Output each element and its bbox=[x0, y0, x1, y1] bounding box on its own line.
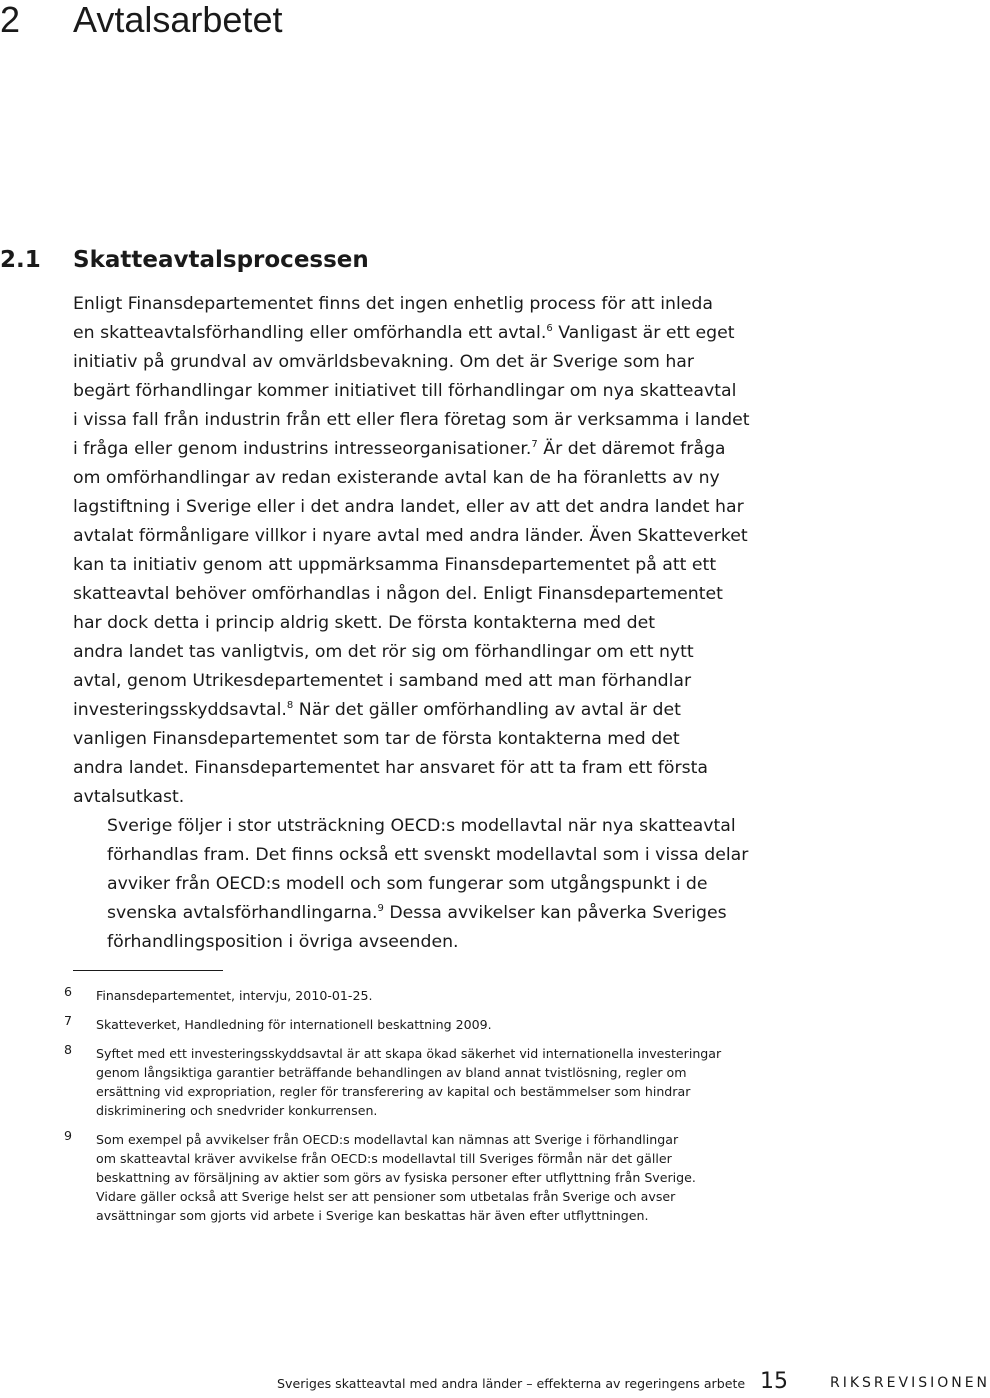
footnote-ref-7: 7 bbox=[531, 439, 538, 451]
text-line: har dock detta i princip aldrig skett. De första kontakterna med det bbox=[73, 613, 656, 633]
text-line: initiativ på grundval av omvärldsbevakning. Om det är Sverige som har bbox=[73, 352, 695, 372]
footnote-7 bbox=[64, 1015, 784, 1034]
text-line: andra landet tas vanligtvis, om det rör sig om förhandlingar om ett nytt bbox=[73, 642, 694, 662]
text-line: kan ta initiativ genom att uppmärksamma Finansdepartementet på att ett bbox=[73, 555, 717, 575]
footnote-ref-9: 9 bbox=[377, 903, 384, 915]
footnote-line: diskriminering och snedvrider konkurrensen. bbox=[96, 1103, 378, 1118]
text-line: vanligen Finansdepartementet som tar de första kontakterna med det bbox=[73, 729, 680, 749]
text-line: avviker från OECD:s modell och som fungerar som utgångspunkt i de bbox=[107, 874, 708, 894]
footnote-line: Finansdepartementet, intervju, 2010-01-25. bbox=[96, 988, 373, 1003]
footnote-number: 6 bbox=[64, 984, 73, 999]
paragraph-1 bbox=[73, 290, 793, 812]
section-heading bbox=[0, 245, 369, 275]
text-line: Enligt Finansdepartementet finns det ingen enhetlig process för att inleda bbox=[73, 294, 713, 314]
footnote-6 bbox=[64, 986, 784, 1005]
footnote-ref-8: 8 bbox=[286, 700, 294, 712]
footnote-number: 7 bbox=[64, 1013, 73, 1028]
text-line: andra landet. Finansdepartementet har ansvaret för att ta fram ett första bbox=[73, 758, 708, 778]
text-line: i fråga eller genom industrins intresseorganisationer.$^7$ Är det däremot fråga bbox=[73, 439, 726, 459]
footnote-ref-6: 6 bbox=[546, 323, 553, 335]
text-line: förhandlas fram. Det finns också ett svenskt modellavtal som i vissa delar bbox=[107, 845, 749, 865]
footnotes bbox=[64, 986, 784, 1225]
brand-name: RIKSREVISIONEN bbox=[830, 1375, 990, 1391]
text-line: skatteavtal behöver omförhandlas i någon del. Enligt Finansdepartementet bbox=[73, 584, 723, 604]
text-line: svenska avtalsförhandlingarna.$^9$ Dessa avvikelser kan påverka Sveriges bbox=[107, 903, 727, 923]
text-line: förhandlingsposition i övriga avseenden. bbox=[107, 932, 459, 952]
text-line: en skatteavtalsförhandling eller omförhandla ett avtal.$^6$ Vanligast är ett eget bbox=[73, 323, 735, 343]
footnote-line: Syftet med ett investeringsskyddsavtal är att skapa ökad säkerhet vid internationella investeringar bbox=[96, 1046, 722, 1061]
footnote-line: ersättning vid expropriation, regler för transferering av kapital och bestämmelser som hindrar bbox=[96, 1084, 691, 1099]
footnote-line: Vidare gäller också att Sverige helst ser att pensioner som utbetalas från Sverige och avser bbox=[96, 1189, 676, 1204]
text-line: Sverige följer i stor utsträckning OECD:s modellavtal när nya skatteavtal bbox=[107, 816, 736, 836]
page-number: 15 bbox=[760, 1369, 788, 1394]
running-title: Sveriges skatteavtal med andra länder – effekterna av regeringens arbete bbox=[277, 1376, 746, 1391]
paragraph-2 bbox=[73, 812, 793, 957]
text-line: avtal, genom Utrikesdepartementet i samband med att man förhandlar bbox=[73, 671, 692, 691]
footnote-line: Skatteverket, Handledning för internationell beskattning 2009. bbox=[96, 1017, 492, 1032]
footnote-number: 9 bbox=[64, 1128, 73, 1143]
footnote-line: avsättningar som gjorts vid arbete i Sverige kan beskattas här även efter utflyttningen. bbox=[96, 1208, 649, 1223]
text-line: om omförhandlingar av redan existerande avtal kan de ha föranletts av ny bbox=[73, 468, 720, 488]
chapter-title-text: Avtalsarbetet bbox=[73, 0, 283, 40]
text-line: investeringsskyddsavtal.$^8$ När det gäller omförhandling av avtal är det bbox=[73, 700, 681, 720]
chapter-title bbox=[0, 0, 282, 40]
text-line: lagstiftning i Sverige eller i det andra landet, eller av att det andra landet har bbox=[73, 497, 744, 517]
body-text bbox=[73, 290, 793, 957]
footnote-divider bbox=[73, 970, 223, 971]
text-line: begärt förhandlingar kommer initiativet till förhandlingar om nya skatteavtal bbox=[73, 381, 737, 401]
text-line: i vissa fall från industrin från ett eller flera företag som är verksamma i landet bbox=[73, 410, 750, 430]
footnote-number: 8 bbox=[64, 1042, 73, 1057]
page-footer bbox=[0, 1369, 990, 1398]
chapter-number: 2 bbox=[0, 0, 21, 40]
footnote-line: Som exempel på avvikelser från OECD:s modellavtal kan nämnas att Sverige i förhandlingar bbox=[96, 1132, 679, 1147]
section-title-text: Skatteavtalsprocessen bbox=[73, 247, 369, 273]
text-line: avtalat förmånligare villkor i nyare avtal med andra länder. Även Skatteverket bbox=[73, 526, 748, 546]
footnote-8 bbox=[64, 1044, 784, 1120]
footnote-line: om skatteavtal kräver avvikelse från OECD:s modellavtal till Sveriges förmån när det gäller bbox=[96, 1151, 672, 1166]
section-number: 2.1 bbox=[0, 247, 41, 273]
footnote-9 bbox=[64, 1130, 784, 1225]
footnote-line: beskattning av försäljning av aktier som görs av fysiska personer efter utflyttning från Sverige. bbox=[96, 1170, 696, 1185]
text-line: avtalsutkast. bbox=[73, 787, 185, 807]
footnote-line: genom långsiktiga garantier beträffande behandlingen av bland annat tvistlösning, regler om bbox=[96, 1065, 687, 1080]
